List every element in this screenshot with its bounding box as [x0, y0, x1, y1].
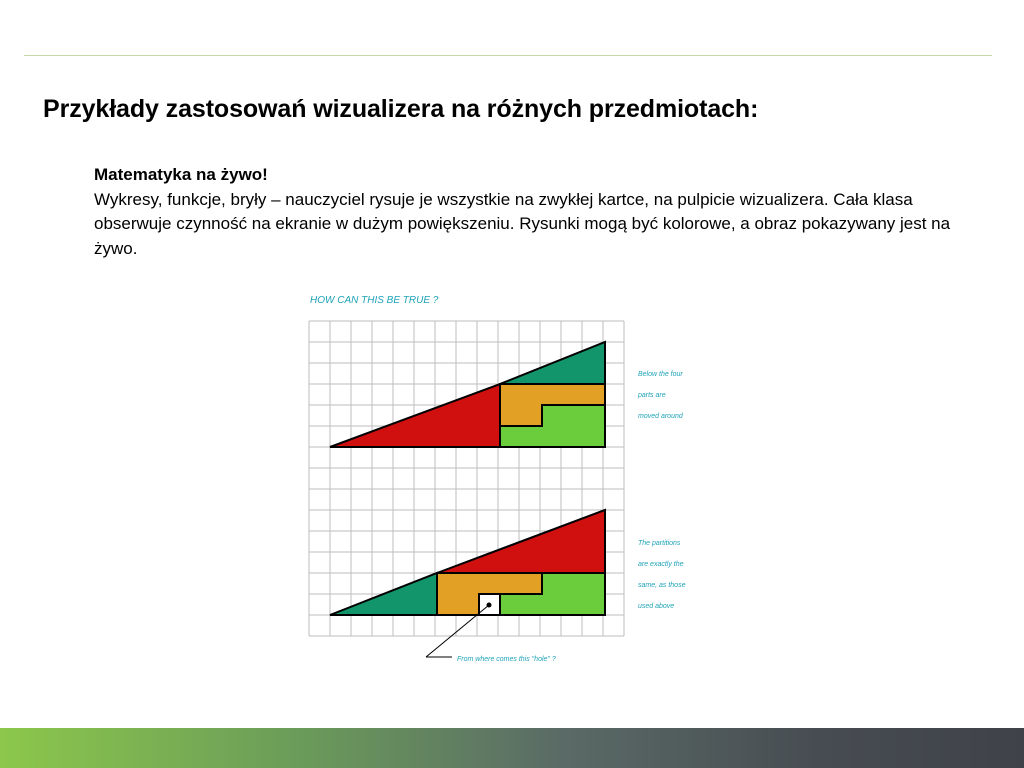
top-note-line-3: moved around	[638, 413, 683, 420]
bottom-note-line-3: same, as those	[638, 582, 686, 589]
slide-title: Przykłady zastosowań wizualizera na różnych przedmiotach:	[43, 95, 759, 123]
top-note-line-2: parts are	[638, 392, 666, 399]
bottom-red-triangle	[437, 510, 605, 573]
bottom-note-line-2: are exactly the	[638, 561, 684, 568]
top-red-triangle	[330, 384, 500, 447]
missing-square-puzzle-figure	[300, 285, 720, 675]
bottom-note-line-1: The partitions	[638, 540, 681, 547]
section-subheading: Matematyka na żywo!	[94, 165, 268, 184]
bottom-triangle	[330, 510, 605, 615]
section-paragraph: Wykresy, funkcje, bryły – nauczyciel rysuje je wszystkie na zwykłej kartce, na pulpicie wizualizera. Cała klasa obserwuje czynność na ekranie w dużym powiększeniu. Rysunki mogą być kolorowe, a obraz pokazywany jest na żywo.	[94, 189, 951, 258]
puzzle-diagram	[300, 285, 720, 675]
top-note-line-1: Below the four	[638, 371, 683, 378]
header-divider	[24, 55, 992, 56]
bottom-note-line-4: used above	[638, 603, 675, 610]
callout-dot	[487, 603, 492, 608]
footer-gradient-bar	[0, 728, 1024, 768]
figure-heading: HOW CAN THIS BE TRUE ?	[310, 295, 439, 306]
content-block	[94, 163, 984, 261]
hole-callout-text: From where comes this "hole" ?	[457, 656, 556, 663]
top-triangle	[330, 342, 605, 447]
